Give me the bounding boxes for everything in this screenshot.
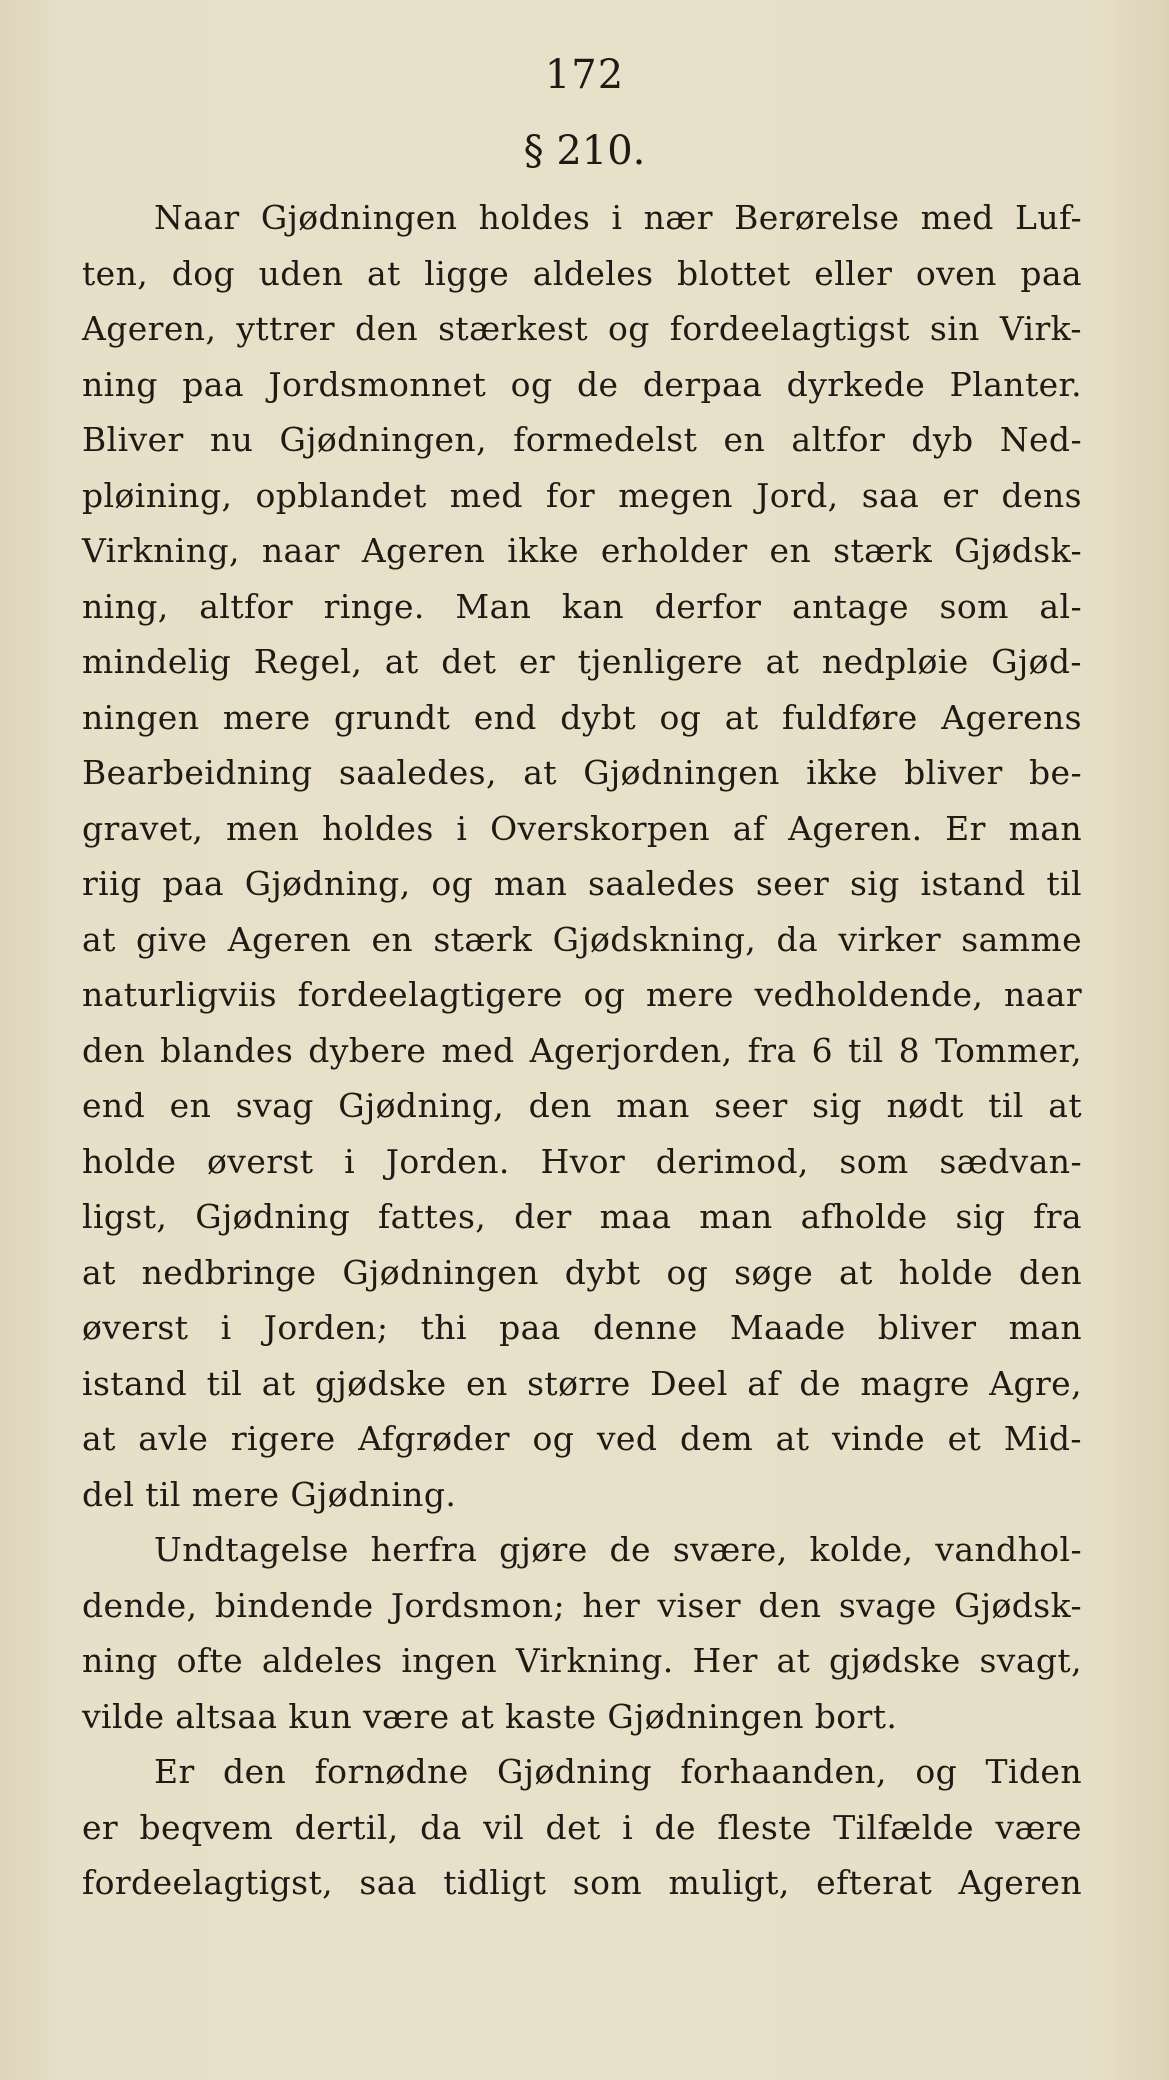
text-line: Naar Gjødningen holdes i nær Berørelse med Luf- [154,198,1082,237]
text-line: end en svag Gjødning, den man seer sig nødt til at [82,1086,1082,1125]
text-line: ning ofte aldeles ingen Virkning. Her at gjødske svagt, [82,1641,1082,1680]
text-line: ningen mere grundt end dybt og at fuldføre Agerens [82,697,1082,737]
text-line: ning paa Jordsmonnet og de derpaa dyrkede Planter. [82,364,1082,404]
text-line: pløining, opblandet med for megen Jord, saa er dens [82,475,1082,515]
text-line: istand til at gjødske en større Deel af de magre Agre, [82,1363,1082,1403]
page-number: 172 [544,52,625,98]
text-line: gravet, men holdes i Overskorpen af Ageren. Er man [82,808,1082,848]
text-line: ten, dog uden at ligge aldeles blottet eller oven paa [82,253,1082,293]
text-line: Bliver nu Gjødningen, formedelst en altfor dyb Ned- [82,420,1082,459]
section-heading: § 210. [523,128,646,174]
text-line: er beqvem dertil, da vil det i de fleste Tilfælde være [82,1807,1082,1847]
text-line: naturligviis fordeelagtigere og mere vedholdende, naar [82,975,1082,1014]
text-line: Undtagelse herfra gjøre de svære, kolde, vandhol- [154,1530,1082,1569]
text-line: riig paa Gjødning, og man saaledes seer sig istand til [82,864,1082,903]
text-line: øverst i Jorden; thi paa denne Maade bliver man [82,1308,1082,1347]
paragraph [82,190,1082,1522]
text-line: at nedbringe Gjødningen dybt og søge at holde den [82,1252,1082,1292]
text-line: at give Ageren en stærk Gjødskning, da virker samme [82,919,1082,959]
text-line: at avle rigere Afgrøder og ved dem at vinde et Mid- [82,1419,1082,1458]
text-line: del til mere Gjødning. [82,1474,457,1514]
text-line: fordeelagtigst, saa tidligt som muligt, efterat Ageren [82,1863,1082,1902]
text-line: dende, bindende Jordsmon; her viser den svage Gjødsk- [82,1585,1082,1625]
paragraph [82,1744,1082,1911]
text-line: Ageren, yttrer den stærkest og fordeelagtigst sin Virk- [82,309,1082,348]
text-line: Er den fornødne Gjødning forhaanden, og Tiden [154,1752,1082,1791]
paragraph [82,1522,1082,1744]
text-line: Bearbeidning saaledes, at Gjødningen ikke bliver be- [82,753,1082,792]
text-line: Virkning, naar Ageren ikke erholder en stærk Gjødsk- [82,531,1082,570]
text-line: mindelig Regel, at det er tjenligere at nedpløie Gjød- [82,642,1082,681]
text-line: vilde altsaa kun være at kaste Gjødningen bort. [82,1696,898,1736]
text-line: ligst, Gjødning fattes, der maa man afholde sig fra [82,1197,1082,1236]
body-text [82,190,1082,1911]
text-line: den blandes dybere med Agerjorden, fra 6 til 8 Tommer, [82,1030,1082,1070]
text-line: holde øverst i Jorden. Hvor derimod, som sædvan- [82,1141,1082,1181]
text-line: ning, altfor ringe. Man kan derfor antage som al- [82,586,1082,626]
